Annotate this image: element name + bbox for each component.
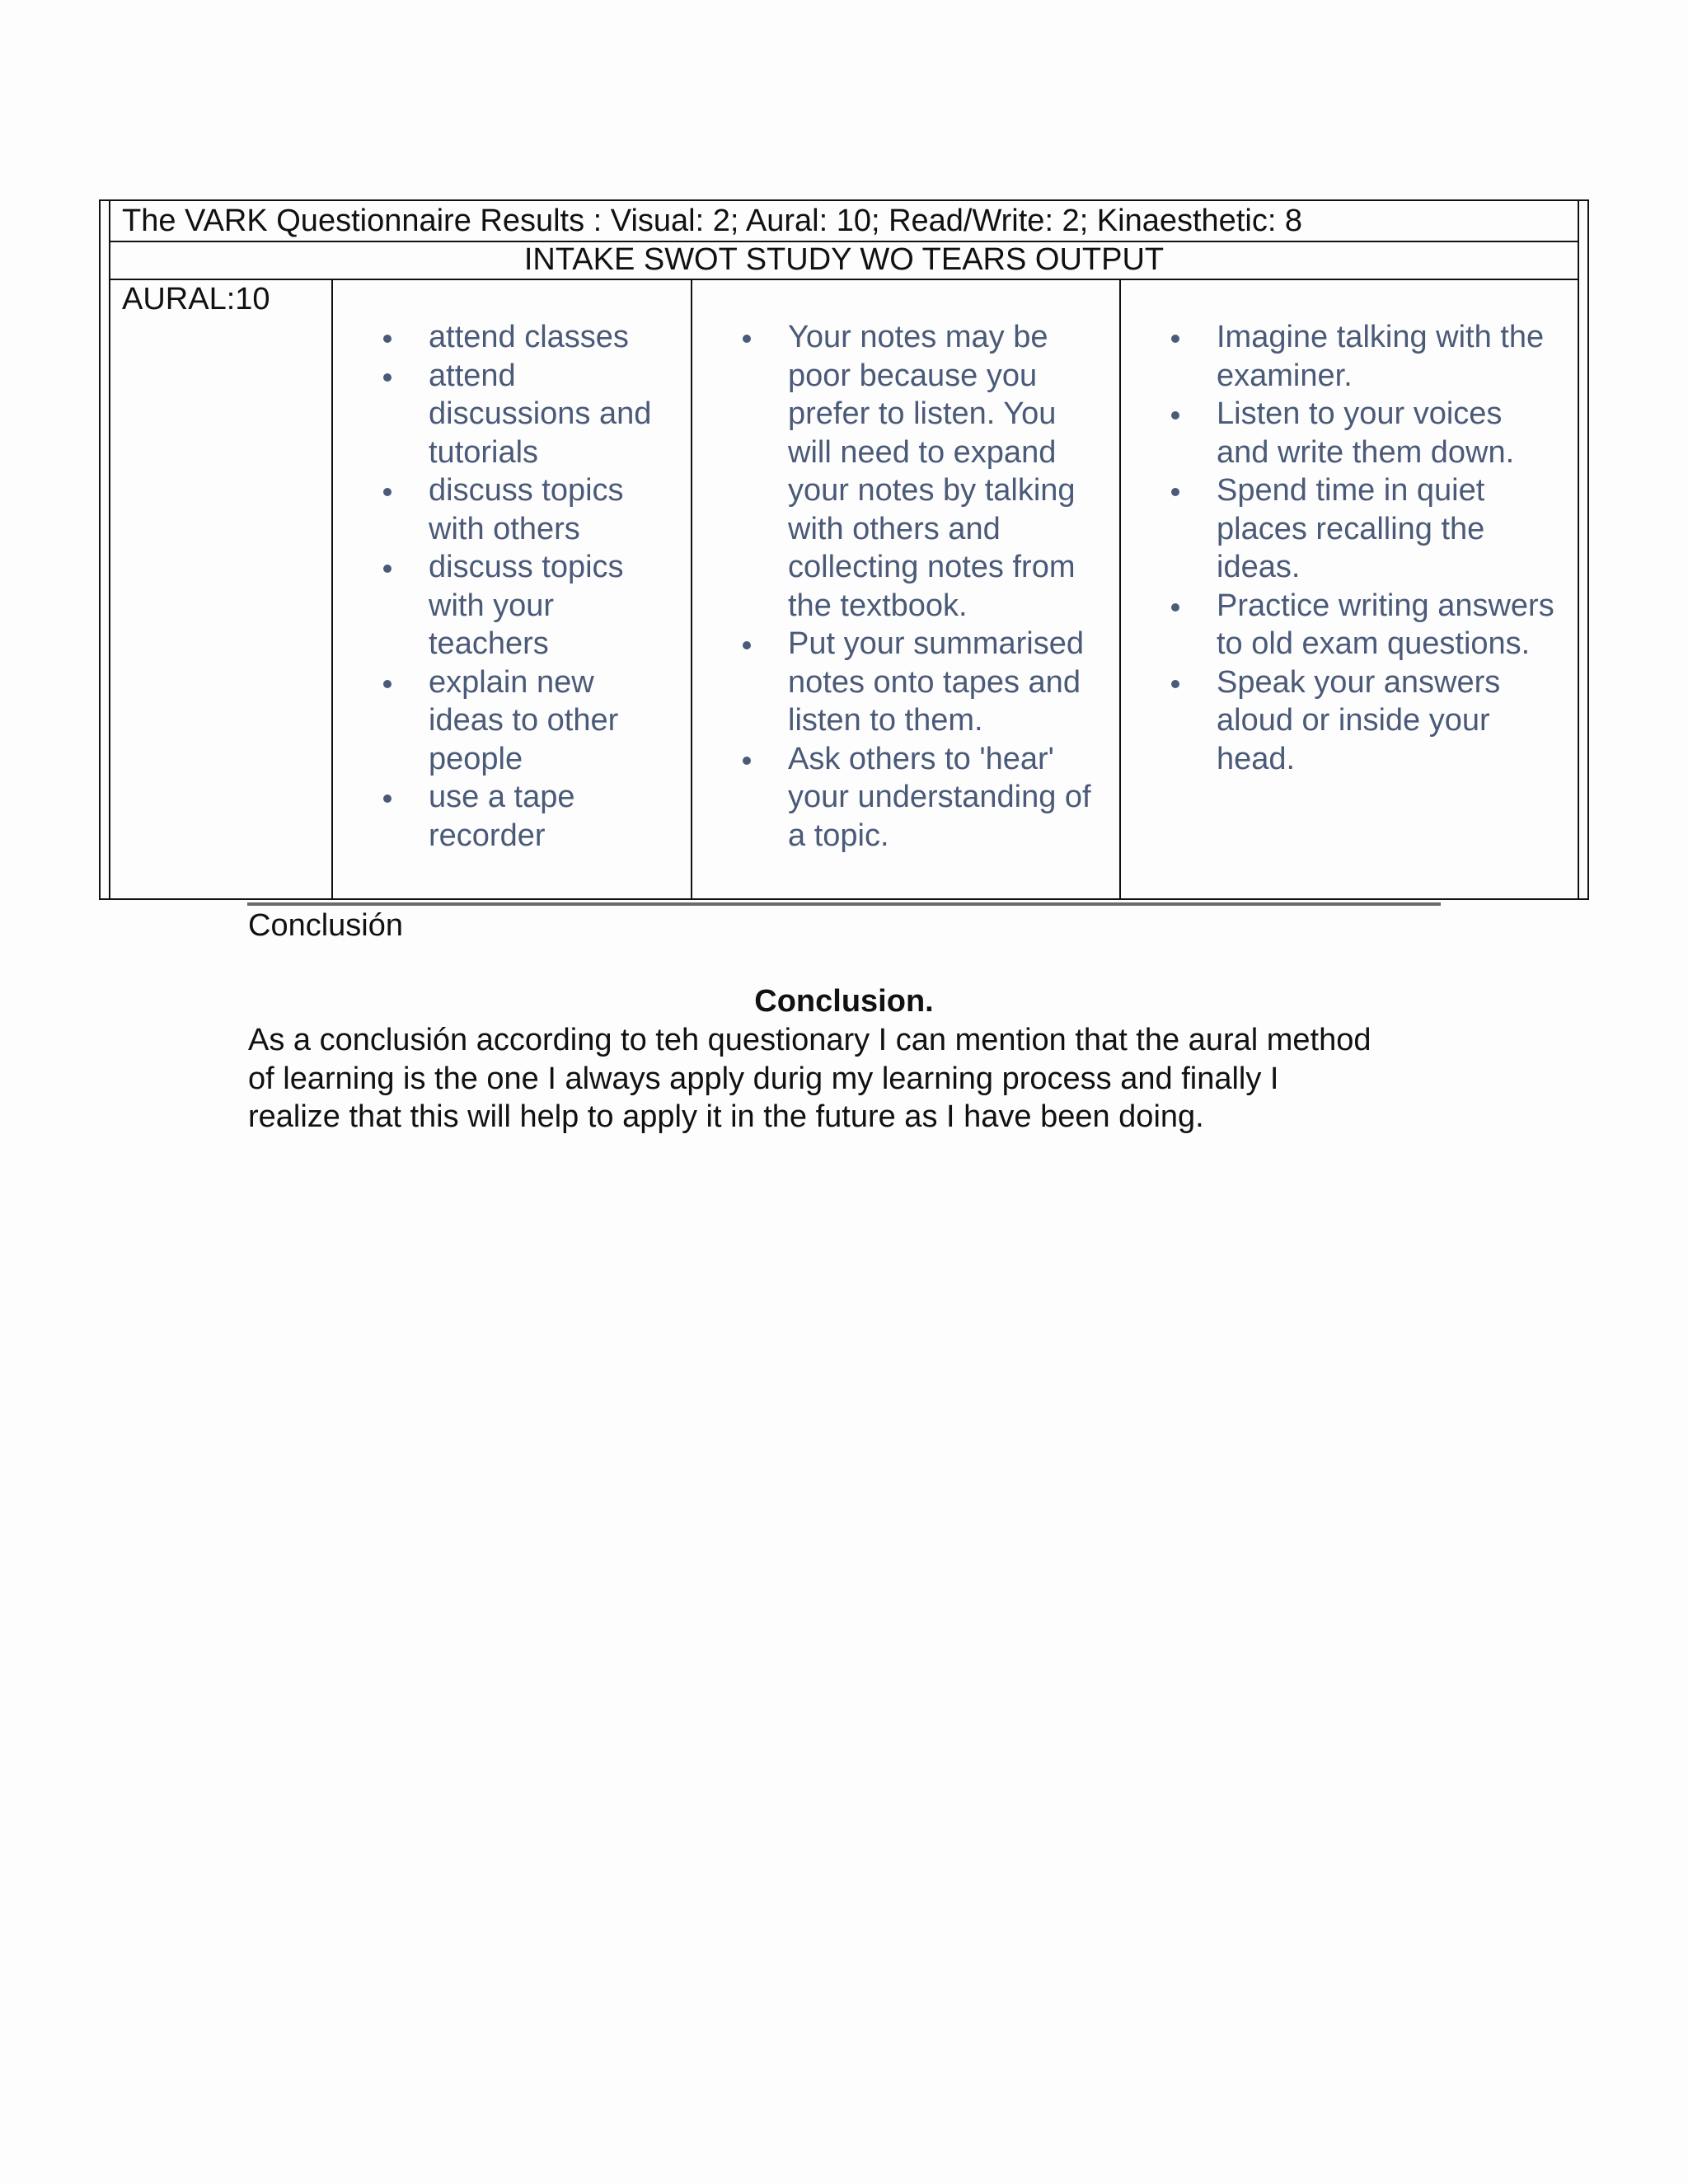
- bullet-line: and write them down.: [1217, 434, 1515, 470]
- bullet-line: discussions and: [429, 396, 652, 431]
- row-label-cell: [110, 279, 333, 898]
- bullet-line: explain new: [429, 664, 594, 700]
- study-list: [738, 318, 1118, 855]
- bullet-line: tutorials: [429, 434, 539, 470]
- table-title-row: The VARK Questionnaire Results : Visual: 2; Aural: 10; Read/Write: 2; Kinaesthetic: 8: [110, 201, 1578, 242]
- bullet-item: [379, 663, 692, 779]
- bullet-line: attend classes: [429, 320, 629, 354]
- divider-rule: [247, 902, 1441, 906]
- table-inner-frame: [109, 201, 1579, 898]
- bullet-line: Your notes may be: [788, 320, 1048, 354]
- bullet-line: Practice writing answers: [1217, 588, 1554, 623]
- bullet-line: examiner.: [1217, 358, 1353, 393]
- bullet-line: a topic.: [788, 818, 889, 853]
- bullet-line: your understanding of: [788, 780, 1091, 814]
- bullet-line: Listen to your voices: [1217, 396, 1503, 431]
- bullet-line: the textbook.: [788, 588, 968, 623]
- bullet-line: prefer to listen. You: [788, 396, 1057, 431]
- bullet-line: your notes by talking: [788, 473, 1076, 508]
- bullet-line: recorder: [429, 818, 546, 853]
- bullet-line: with others: [429, 511, 580, 546]
- bullet-line: with others and: [788, 511, 1001, 546]
- row-label: AURAL:10: [122, 282, 270, 316]
- output-list: [1167, 318, 1554, 778]
- conclusion-line: of learning is the one I always apply durig my learning process and finally I: [248, 1061, 1279, 1096]
- bullet-item: [379, 357, 692, 472]
- table-body-row: [110, 279, 1578, 898]
- bullet-line: teachers: [429, 626, 549, 661]
- bullet-item: [738, 740, 1118, 855]
- bullet-line: Speak your answers: [1217, 664, 1501, 700]
- bullet-item: [1167, 395, 1554, 471]
- table-subtitle-row: INTAKE SWOT STUDY WO TEARS OUTPUT: [110, 241, 1578, 280]
- bullet-line: with your: [429, 588, 555, 623]
- bullet-line: ideas.: [1217, 550, 1301, 584]
- bullet-line: to old exam questions.: [1217, 626, 1531, 661]
- bullet-item: [1167, 587, 1554, 663]
- bullet-line: listen to them.: [788, 703, 983, 738]
- conclusion-line: As a conclusión according to teh questionary I can mention that the aural method: [248, 1023, 1372, 1057]
- bullet-line: discuss topics: [429, 550, 624, 584]
- study-cell: [692, 279, 1121, 898]
- bullet-item: [379, 318, 692, 357]
- bullet-item: [379, 471, 692, 548]
- bullet-item: [379, 548, 692, 663]
- bullet-line: people: [429, 741, 523, 776]
- bullet-line: Spend time in quiet: [1217, 473, 1485, 508]
- bullet-line: Put your summarised: [788, 626, 1085, 661]
- bullet-line: Ask others to 'hear': [788, 741, 1054, 776]
- conclusion-heading: Conclusion.: [754, 984, 934, 1019]
- bullet-line: aloud or inside your: [1217, 703, 1490, 738]
- conclusion-line: realize that this will help to apply it in the future as I have been doing.: [248, 1099, 1204, 1134]
- intake-cell: [333, 279, 692, 898]
- bullet-item: [738, 625, 1118, 740]
- bullet-item: [379, 778, 692, 855]
- conclusion-paragraph: [248, 1021, 1451, 1137]
- bullet-line: use a tape: [429, 780, 575, 814]
- bullet-item: [738, 318, 1118, 625]
- vark-results-table: [99, 199, 1589, 900]
- bullet-line: poor because you: [788, 358, 1038, 393]
- bullet-line: discuss topics: [429, 473, 624, 508]
- bullet-item: [1167, 318, 1554, 395]
- bullet-item: [1167, 471, 1554, 587]
- bullet-line: Imagine talking with the: [1217, 320, 1545, 354]
- bullet-item: [1167, 663, 1554, 779]
- intake-list: [379, 318, 692, 855]
- bullet-line: ideas to other: [429, 703, 619, 738]
- bullet-line: will need to expand: [788, 434, 1057, 470]
- bullet-line: collecting notes from: [788, 550, 1076, 584]
- bullet-line: places recalling the: [1217, 511, 1485, 546]
- output-cell: [1121, 279, 1578, 898]
- bullet-line: notes onto tapes and: [788, 664, 1081, 700]
- conclusion-label: Conclusión: [248, 908, 403, 943]
- bullet-line: attend: [429, 358, 516, 393]
- bullet-line: head.: [1217, 741, 1296, 776]
